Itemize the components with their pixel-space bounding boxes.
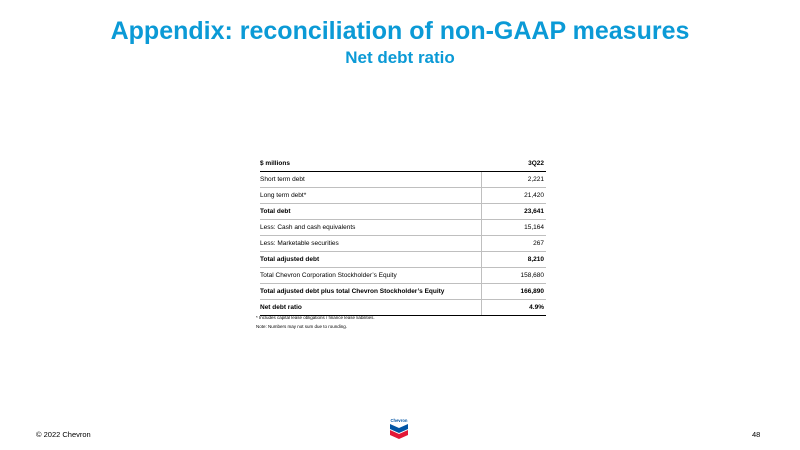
rounding-note: Note: Numbers may not sum due to rounding. [256,324,348,329]
footnote-text: * Includes capital lease obligations / finance lease liabilities. [256,315,375,320]
table-row [260,204,546,220]
row-value: 23,641 [482,204,547,220]
table-notes [256,313,375,331]
table-header-row [260,156,546,172]
row-value: 4.9% [482,300,547,316]
row-value: 267 [482,236,547,252]
net-debt-ratio-table [260,156,546,316]
logo-text: Chevron [390,418,408,423]
table-row [260,236,546,252]
row-label: Short term debt [260,172,482,188]
row-value: 158,680 [482,268,547,284]
row-value: 166,890 [482,284,547,300]
table-row [260,188,546,204]
table-row [260,284,546,300]
row-label: Total adjusted debt [260,252,482,268]
chevron-logo-icon [386,417,412,443]
row-value: 21,420 [482,188,547,204]
row-label: Total Chevron Corporation Stockholder’s Equity [260,268,482,284]
row-label: Net debt ratio [260,300,482,316]
slide-title: Appendix: reconciliation of non-GAAP measures [110,17,690,45]
row-value: 2,221 [482,172,547,188]
table-header-label: $ millions [260,156,482,172]
slide-subtitle: Net debt ratio [345,48,455,67]
row-label: Less: Marketable securities [260,236,482,252]
row-label: Long term debt* [260,188,482,204]
table-row [260,252,546,268]
row-label: Total adjusted debt plus total Chevron Stockholder’s Equity [260,284,482,300]
table-row [260,172,546,188]
row-value: 15,164 [482,220,547,236]
row-value: 8,210 [482,252,547,268]
row-label: Less: Cash and cash equivalents [260,220,482,236]
table-row [260,220,546,236]
table-header-period: 3Q22 [482,156,547,172]
page-number: 48 [752,430,761,439]
row-label: Total debt [260,204,482,220]
table-row [260,268,546,284]
copyright-text: © 2022 Chevron [36,430,91,439]
